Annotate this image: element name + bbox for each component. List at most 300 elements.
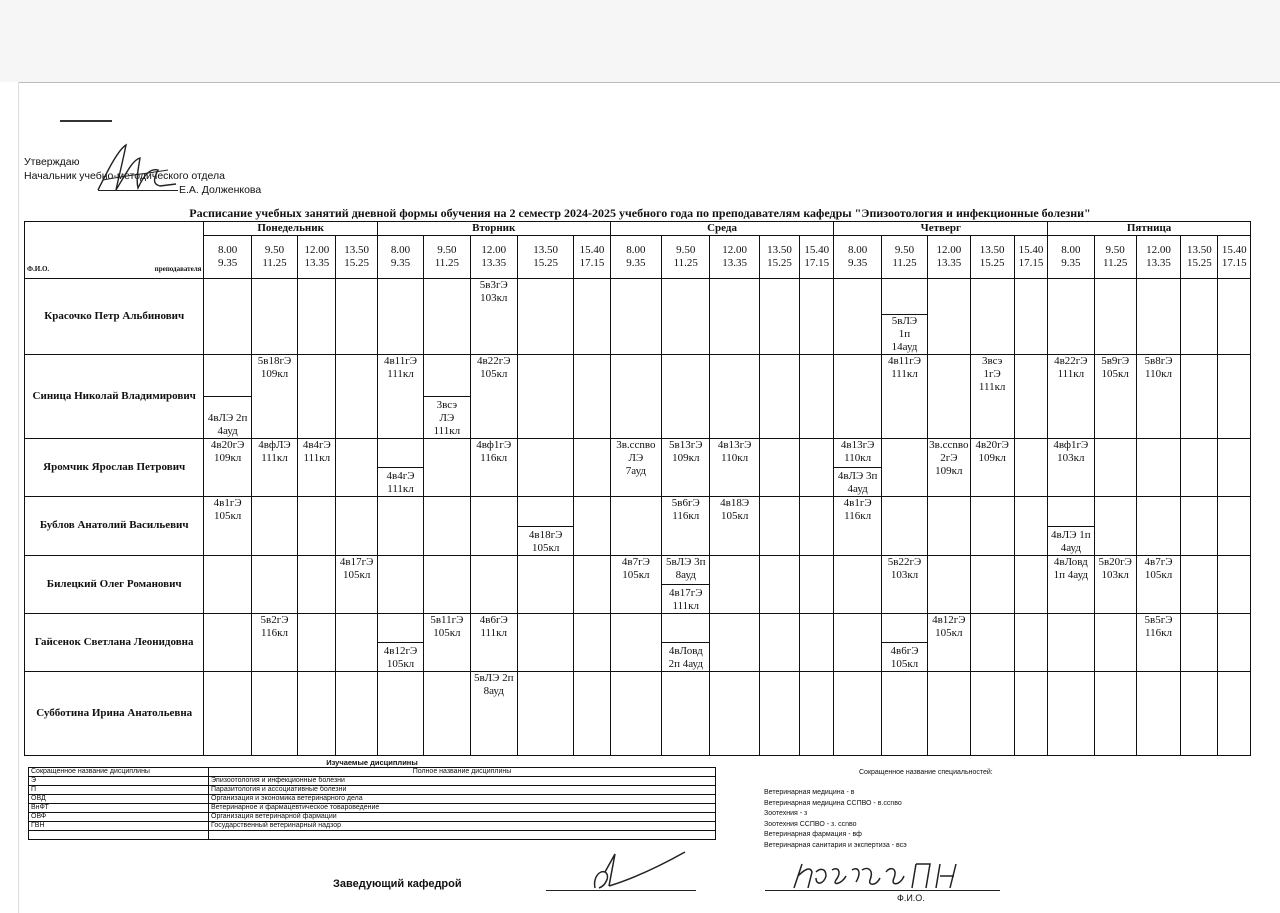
teacher-name: Субботина Ирина Анатольевна bbox=[25, 671, 204, 755]
discipline-short: ГВН bbox=[29, 822, 209, 831]
schedule-cell bbox=[970, 439, 1014, 497]
schedule-cell bbox=[610, 439, 661, 497]
teacher-row bbox=[25, 497, 1251, 555]
schedule-cell bbox=[610, 497, 661, 555]
teacher-row bbox=[25, 355, 1251, 439]
schedule-cell bbox=[881, 497, 927, 555]
schedule-cell bbox=[881, 355, 927, 439]
day-header-row bbox=[25, 222, 1251, 236]
time-slot-header: 12.00 13.35 bbox=[470, 236, 517, 279]
schedule-cell bbox=[800, 555, 834, 613]
schedule-cell bbox=[834, 279, 881, 355]
discipline-full: Ветеринарное и фармацевтическое товароведение bbox=[209, 804, 716, 813]
schedule-cell bbox=[1181, 613, 1218, 671]
discipline-row bbox=[29, 804, 716, 813]
schedule-cell bbox=[662, 355, 710, 439]
schedule-cell bbox=[710, 613, 759, 671]
schedule-cell bbox=[1181, 555, 1218, 613]
schedule-cell bbox=[834, 355, 881, 439]
specialties-list bbox=[764, 788, 907, 851]
schedule-cell bbox=[1218, 497, 1251, 555]
class-entry: 4в12гЭ 105кл bbox=[932, 613, 966, 639]
schedule-cell bbox=[470, 555, 517, 613]
schedule-cell bbox=[1218, 279, 1251, 355]
schedule-cell bbox=[1014, 497, 1047, 555]
fio-header-label: Ф.И.О. bbox=[27, 265, 50, 273]
class-entry: 4в6гЭ 111кл bbox=[479, 613, 508, 639]
time-header-row bbox=[25, 236, 1251, 279]
schedule-cell bbox=[759, 355, 799, 439]
class-entry: 5в6гЭ 116кл bbox=[671, 497, 700, 523]
schedule-cell bbox=[970, 671, 1014, 755]
schedule-cell bbox=[1181, 671, 1218, 755]
schedule-cell bbox=[928, 555, 970, 613]
discipline-short: Э bbox=[29, 777, 209, 786]
schedule-cell bbox=[424, 497, 470, 555]
schedule-cell bbox=[610, 555, 661, 613]
schedule-cell bbox=[1048, 439, 1094, 497]
class-entry: 4в20гЭ 109кл bbox=[210, 439, 245, 465]
discipline-full: Государственный ветеринарный надзор bbox=[209, 822, 716, 831]
teacher-row bbox=[25, 613, 1251, 671]
time-slot-header: 8.00 9.35 bbox=[834, 236, 881, 279]
class-entry: 4в7гЭ 105кл bbox=[1144, 555, 1173, 581]
schedule-cell bbox=[298, 279, 336, 355]
schedule-cell bbox=[377, 555, 423, 613]
schedule-cell bbox=[759, 497, 799, 555]
teacher-name: Билецкий Олег Романович bbox=[25, 555, 204, 613]
schedule-cell bbox=[662, 439, 710, 497]
day-header: Понедельник bbox=[204, 222, 377, 236]
schedule-cell bbox=[928, 355, 970, 439]
discipline-short: П bbox=[29, 786, 209, 795]
schedule-cell bbox=[470, 439, 517, 497]
schedule-cell bbox=[1014, 355, 1047, 439]
teacher-row bbox=[25, 555, 1251, 613]
schedule-cell bbox=[759, 279, 799, 355]
schedule-cell bbox=[710, 555, 759, 613]
schedule-cell bbox=[662, 279, 710, 355]
disciplines-col-short: Сокращенное название дисциплины bbox=[29, 768, 209, 777]
schedule-cell bbox=[710, 497, 759, 555]
schedule-cell bbox=[336, 355, 377, 439]
schedule-cell bbox=[834, 671, 881, 755]
schedule-cell bbox=[574, 355, 610, 439]
schedule-cell bbox=[928, 497, 970, 555]
class-entry: 4вЛЭ 3п 4ауд bbox=[837, 470, 878, 496]
schedule-cell bbox=[251, 497, 297, 555]
class-entry: 5в2гЭ 116кл bbox=[260, 613, 289, 639]
schedule-cell bbox=[1094, 439, 1136, 497]
class-entry: 4в17гЭ 111кл bbox=[669, 586, 703, 612]
class-entry: 4в12гЭ 105кл bbox=[383, 644, 418, 670]
schedule-cell bbox=[1048, 497, 1094, 555]
class-entry: 3всэ ЛЭ 111кл bbox=[433, 399, 461, 438]
specialties-title: Сокращенное название специальностей: bbox=[859, 769, 993, 776]
schedule-cell bbox=[298, 555, 336, 613]
schedule-cell bbox=[610, 671, 661, 755]
time-slot-header: 15.40 17.15 bbox=[574, 236, 610, 279]
class-entry: 4в18Э 105кл bbox=[720, 497, 750, 523]
schedule-cell bbox=[834, 439, 881, 497]
class-entry: 4вЛЭ 1п 4ауд bbox=[1051, 528, 1091, 554]
schedule-cell bbox=[517, 613, 573, 671]
schedule-cell bbox=[1218, 355, 1251, 439]
discipline-row bbox=[29, 795, 716, 804]
discipline-row bbox=[29, 813, 716, 822]
class-entry: 5в9гЭ 105кл bbox=[1101, 355, 1130, 381]
discipline-row bbox=[29, 822, 716, 831]
teacher-name: Яромчик Ярослав Петрович bbox=[25, 439, 204, 497]
head-of-department-label: Заведующий кафедрой bbox=[333, 878, 462, 890]
class-entry: 4в11гЭ 111кл bbox=[887, 355, 922, 381]
class-entry: 4в7гЭ 105кл bbox=[621, 555, 650, 581]
schedule-cell bbox=[1048, 555, 1094, 613]
schedule-cell bbox=[424, 355, 470, 439]
schedule-cell bbox=[1218, 555, 1251, 613]
schedule-cell bbox=[1048, 355, 1094, 439]
schedule-cell bbox=[1094, 497, 1136, 555]
schedule-cell bbox=[298, 439, 336, 497]
discipline-full: Паразитология и ассоциативные болезни bbox=[209, 786, 716, 795]
schedule-cell bbox=[204, 497, 251, 555]
schedule-cell bbox=[662, 497, 710, 555]
schedule-cell bbox=[204, 555, 251, 613]
teacher-row bbox=[25, 439, 1251, 497]
time-slot-header: 8.00 9.35 bbox=[610, 236, 661, 279]
time-slot-header: 9.50 11.25 bbox=[662, 236, 710, 279]
schedule-cell bbox=[251, 555, 297, 613]
time-slot-header: 9.50 11.25 bbox=[424, 236, 470, 279]
schedule-cell bbox=[1014, 439, 1047, 497]
approval-signature bbox=[88, 140, 178, 200]
schedule-cell bbox=[1048, 279, 1094, 355]
schedule-cell bbox=[1181, 355, 1218, 439]
schedule-cell bbox=[204, 439, 251, 497]
schedule-cell bbox=[1014, 279, 1047, 355]
class-entry: 5в22гЭ 103кл bbox=[887, 555, 922, 581]
schedule-cell bbox=[424, 439, 470, 497]
schedule-cell bbox=[470, 613, 517, 671]
time-slot-header: 12.00 13.35 bbox=[928, 236, 970, 279]
scan-background bbox=[0, 0, 1280, 82]
schedule-cell bbox=[1181, 279, 1218, 355]
schedule-cell bbox=[424, 671, 470, 755]
discipline-full: Организация ветеринарной фармации bbox=[209, 813, 716, 822]
class-entry: 4вф1гЭ 116кл bbox=[476, 439, 512, 465]
approval-line-1: Утверждаю bbox=[24, 156, 80, 168]
time-slot-header: 13.50 15.25 bbox=[517, 236, 573, 279]
time-slot-header: 9.50 11.25 bbox=[881, 236, 927, 279]
schedule-cell bbox=[970, 497, 1014, 555]
schedule-cell bbox=[204, 613, 251, 671]
schedule-cell bbox=[710, 671, 759, 755]
schedule-cell bbox=[336, 555, 377, 613]
time-slot-header: 15.40 17.15 bbox=[800, 236, 834, 279]
disciplines-title: Изучаемые дисциплины bbox=[326, 758, 418, 767]
time-slot-header: 8.00 9.35 bbox=[204, 236, 251, 279]
schedule-cell bbox=[517, 671, 573, 755]
schedule-cell bbox=[517, 355, 573, 439]
page-title: Расписание учебных занятий дневной формы обучения на 2 семестр 2024-2025 учебного года по преподавателям кафедры "Эпизоотология и инфекционные болезни" bbox=[189, 206, 1091, 220]
schedule-cell bbox=[1048, 613, 1094, 671]
schedule-cell bbox=[881, 613, 927, 671]
day-header: Вторник bbox=[377, 222, 610, 236]
teacher-name: Синица Николай Владимирович bbox=[25, 355, 204, 439]
schedule-cell bbox=[377, 279, 423, 355]
class-entry: 4в1гЭ 116кл bbox=[843, 497, 872, 523]
discipline-row-empty bbox=[29, 831, 716, 840]
teacher-name: Красочко Петр Альбинович bbox=[25, 279, 204, 355]
class-entry: 5вЛЭ 3п 8ауд bbox=[665, 555, 706, 581]
discipline-short: ОВД bbox=[29, 795, 209, 804]
discipline-full: Организация и экономика ветеринарного дела bbox=[209, 795, 716, 804]
teacher-name-header bbox=[25, 222, 204, 279]
schedule-cell bbox=[336, 497, 377, 555]
schedule-cell bbox=[759, 439, 799, 497]
teacher-row bbox=[25, 279, 1251, 355]
schedule-cell bbox=[298, 355, 336, 439]
class-entry: 5в18гЭ 109кл bbox=[257, 355, 292, 381]
schedule-cell bbox=[251, 279, 297, 355]
class-entry: 4вЛЭ 2п 4ауд bbox=[207, 412, 248, 438]
schedule-cell bbox=[574, 671, 610, 755]
schedule-cell bbox=[517, 497, 573, 555]
schedule-cell bbox=[424, 555, 470, 613]
schedule-cell bbox=[710, 279, 759, 355]
specialty-item: Зоотехния ССПВО - з. ссnво bbox=[764, 820, 857, 828]
class-entry: 4вф1гЭ 103кл bbox=[1053, 439, 1089, 465]
disciplines-header-row bbox=[29, 768, 716, 777]
class-entry: 4в22гЭ 111кл bbox=[1054, 355, 1088, 381]
specialty-item: Зоотехния - з bbox=[764, 810, 808, 817]
schedule-cell bbox=[470, 497, 517, 555]
specialty-item: Ветеринарная фармация - вф bbox=[764, 831, 862, 838]
disciplines-table bbox=[28, 767, 716, 840]
schedule-cell bbox=[1181, 497, 1218, 555]
schedule-cell bbox=[336, 613, 377, 671]
schedule-cell bbox=[517, 279, 573, 355]
time-slot-header: 8.00 9.35 bbox=[377, 236, 423, 279]
schedule-cell bbox=[800, 497, 834, 555]
time-slot-header: 9.50 11.25 bbox=[1094, 236, 1136, 279]
schedule-cell bbox=[1094, 355, 1136, 439]
discipline-full bbox=[209, 831, 716, 840]
teacher-name: Гайсенок Светлана Леонидовна bbox=[25, 613, 204, 671]
fio-handwritten-name bbox=[790, 858, 965, 894]
schedule-cell bbox=[800, 613, 834, 671]
schedule-cell bbox=[204, 279, 251, 355]
schedule-cell bbox=[759, 555, 799, 613]
schedule-cell bbox=[881, 555, 927, 613]
schedule-cell bbox=[1218, 439, 1251, 497]
schedule-cell bbox=[662, 671, 710, 755]
class-entry: 5в5гЭ 116кл bbox=[1144, 613, 1173, 639]
schedule-cell bbox=[834, 555, 881, 613]
schedule-cell bbox=[1014, 555, 1047, 613]
schedule-cell bbox=[610, 355, 661, 439]
paper-edge bbox=[18, 82, 1280, 83]
schedule-cell bbox=[251, 439, 297, 497]
class-entry: 4в18гЭ 105кл bbox=[528, 528, 563, 554]
schedule-cell bbox=[928, 671, 970, 755]
class-entry: 4в11гЭ 111кл bbox=[383, 355, 418, 381]
specialty-item: Ветеринарная медицина ССПВО - в.ссnво bbox=[764, 799, 902, 807]
schedule-cell bbox=[800, 439, 834, 497]
class-entry: 4в4гЭ 111кл bbox=[386, 470, 415, 496]
schedule-cell bbox=[298, 613, 336, 671]
class-entry: 5в8гЭ 110кл bbox=[1144, 355, 1173, 381]
schedule-cell bbox=[517, 439, 573, 497]
schedule-cell bbox=[470, 279, 517, 355]
schedule-cell bbox=[1136, 355, 1180, 439]
approval-line-2: Начальник учебно-методического отдела bbox=[24, 170, 225, 182]
schedule-cell bbox=[1094, 671, 1136, 755]
schedule-cell bbox=[970, 355, 1014, 439]
schedule-cell bbox=[610, 279, 661, 355]
schedule-cell bbox=[928, 279, 970, 355]
schedule-cell bbox=[251, 355, 297, 439]
class-entry: 4в13гЭ 110кл bbox=[840, 439, 875, 465]
teacher-name: Бублов Анатолий Васильевич bbox=[25, 497, 204, 555]
schedule-cell bbox=[574, 497, 610, 555]
schedule-cell bbox=[1094, 555, 1136, 613]
class-entry: 3всэ 1гЭ 111кл bbox=[978, 355, 1006, 394]
schedule-cell bbox=[470, 671, 517, 755]
schedule-cell bbox=[662, 613, 710, 671]
schedule-cell bbox=[1136, 439, 1180, 497]
schedule-cell bbox=[800, 671, 834, 755]
class-entry: 4вЛовд 2п 4ауд bbox=[668, 644, 703, 670]
time-slot-header: 15.40 17.15 bbox=[1218, 236, 1251, 279]
pen-mark bbox=[60, 120, 112, 122]
time-slot-header: 13.50 15.25 bbox=[1181, 236, 1218, 279]
specialty-item: Ветеринарная санитария и экспертиза - всэ bbox=[764, 841, 907, 849]
time-slot-header: 12.00 13.35 bbox=[298, 236, 336, 279]
schedule-cell bbox=[574, 439, 610, 497]
schedule-table-wrapper bbox=[24, 221, 1251, 756]
schedule-cell bbox=[1014, 613, 1047, 671]
disciplines-col-full: Полное название дисциплины bbox=[209, 768, 716, 777]
schedule-cell bbox=[834, 497, 881, 555]
schedule-cell bbox=[377, 439, 423, 497]
time-slot-header: 15.40 17.15 bbox=[1014, 236, 1047, 279]
schedule-cell bbox=[710, 439, 759, 497]
schedule-cell bbox=[377, 613, 423, 671]
discipline-short: ОВФ bbox=[29, 813, 209, 822]
class-entry: 4вфЛЭ 111кл bbox=[258, 439, 291, 465]
class-entry: 3в.ссnво 2гЭ 109кл bbox=[929, 439, 969, 478]
schedule-cell bbox=[1136, 671, 1180, 755]
class-entry: 4в6гЭ 105кл bbox=[890, 644, 919, 670]
schedule-cell bbox=[1094, 279, 1136, 355]
time-slot-header: 9.50 11.25 bbox=[251, 236, 297, 279]
schedule-cell bbox=[574, 279, 610, 355]
specialty-item: Ветеринарная медицина - в bbox=[764, 789, 855, 796]
class-entry: 4в22гЭ 105кл bbox=[477, 355, 511, 381]
class-entry: 4вЛовд 1п 4ауд bbox=[1053, 555, 1089, 581]
schedule-cell bbox=[377, 497, 423, 555]
schedule-cell bbox=[881, 279, 927, 355]
schedule-cell bbox=[970, 613, 1014, 671]
time-slot-header: 13.50 15.25 bbox=[970, 236, 1014, 279]
time-slot-header: 13.50 15.25 bbox=[759, 236, 799, 279]
schedule-cell bbox=[204, 355, 251, 439]
schedule-cell bbox=[1136, 613, 1180, 671]
fio-caption: Ф.И.О. bbox=[897, 893, 925, 903]
class-entry: 4в4гЭ 111кл bbox=[302, 439, 331, 465]
schedule-cell bbox=[970, 555, 1014, 613]
day-header: Четверг bbox=[834, 222, 1048, 236]
schedule-cell bbox=[517, 555, 573, 613]
head-signature bbox=[585, 848, 695, 892]
schedule-cell bbox=[574, 555, 610, 613]
schedule-cell bbox=[1136, 279, 1180, 355]
schedule-cell bbox=[298, 671, 336, 755]
schedule-cell bbox=[928, 613, 970, 671]
class-entry: 4в1гЭ 105кл bbox=[213, 497, 242, 523]
schedule-cell bbox=[424, 613, 470, 671]
class-entry: 5в11гЭ 105кл bbox=[430, 613, 464, 639]
schedule-cell bbox=[881, 439, 927, 497]
class-entry: 5в3гЭ 103кл bbox=[479, 279, 508, 304]
schedule-cell bbox=[662, 555, 710, 613]
discipline-short bbox=[29, 831, 209, 840]
schedule-cell bbox=[1136, 555, 1180, 613]
class-entry: 5вЛЭ 2п 8ауд bbox=[473, 671, 514, 697]
schedule-cell bbox=[574, 613, 610, 671]
schedule-cell bbox=[377, 355, 423, 439]
schedule-cell bbox=[1181, 439, 1218, 497]
time-slot-header: 13.50 15.25 bbox=[336, 236, 377, 279]
schedule-cell bbox=[424, 279, 470, 355]
schedule-cell bbox=[336, 439, 377, 497]
class-entry: 3в.ссnво ЛЭ 7ауд bbox=[616, 439, 656, 478]
schedule-table bbox=[24, 221, 1251, 756]
schedule-cell bbox=[834, 613, 881, 671]
discipline-short: ВнФТ bbox=[29, 804, 209, 813]
schedule-cell bbox=[1218, 613, 1251, 671]
class-entry: 4в13гЭ 110кл bbox=[717, 439, 752, 465]
schedule-cell bbox=[251, 613, 297, 671]
time-slot-header: 12.00 13.35 bbox=[710, 236, 759, 279]
class-entry: 4в20гЭ 109кл bbox=[975, 439, 1009, 465]
time-slot-header: 8.00 9.35 bbox=[1048, 236, 1094, 279]
schedule-cell bbox=[1218, 671, 1251, 755]
discipline-full: Эпизоотология и инфекционные болезни bbox=[209, 777, 716, 786]
class-entry: 5в13гЭ 109кл bbox=[669, 439, 703, 465]
schedule-cell bbox=[970, 279, 1014, 355]
disciplines-legend bbox=[28, 759, 716, 840]
schedule-cell bbox=[336, 279, 377, 355]
schedule-cell bbox=[800, 355, 834, 439]
schedule-cell bbox=[204, 671, 251, 755]
schedule-cell bbox=[759, 671, 799, 755]
schedule-cell bbox=[251, 671, 297, 755]
class-entry: 4в17гЭ 105кл bbox=[339, 555, 374, 581]
schedule-cell bbox=[1048, 671, 1094, 755]
schedule-cell bbox=[710, 355, 759, 439]
prepod-header-label: преподавателя bbox=[154, 265, 202, 273]
day-header: Пятница bbox=[1048, 222, 1251, 236]
schedule-cell bbox=[800, 279, 834, 355]
schedule-cell bbox=[1014, 671, 1047, 755]
schedule-cell bbox=[1136, 497, 1180, 555]
discipline-row bbox=[29, 777, 716, 786]
schedule-cell bbox=[881, 671, 927, 755]
schedule-cell bbox=[336, 671, 377, 755]
schedule-cell bbox=[377, 671, 423, 755]
